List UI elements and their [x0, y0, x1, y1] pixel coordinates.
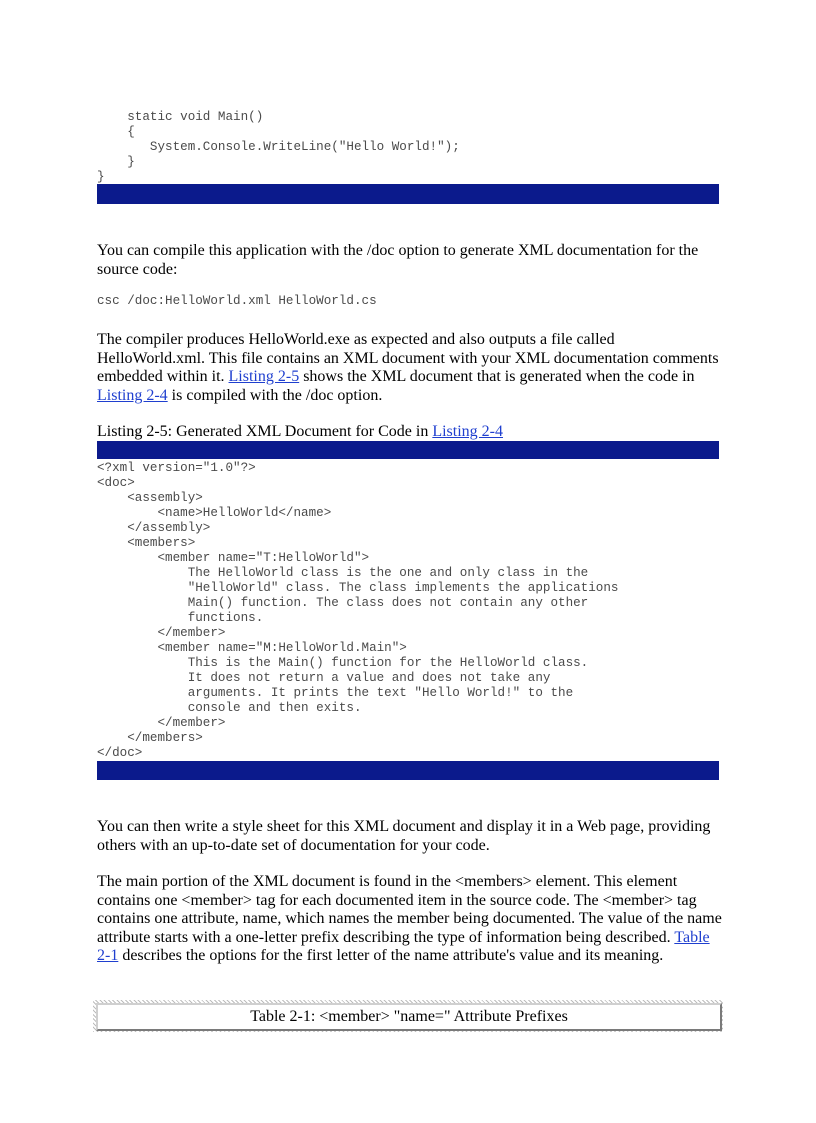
text-run: The main portion of the XML document is found in the <members> element. This element contains one <member> tag for each documented item in the source code. The <member> tag contains one attribute, name, which names the member being documented. The value of the name attribute starts with a one-letter prefix describing the type of information being described.: [97, 873, 722, 946]
table-caption: Table 2-1: <member> "name=" Attribute Prefixes: [250, 1008, 568, 1025]
link-listing-2-4[interactable]: Listing 2-4: [97, 386, 168, 404]
link-table-2-1[interactable]: Table 2-1: [97, 928, 710, 964]
caption-text: Listing 2-5: Generated XML Document for Code in: [97, 423, 433, 440]
text-run: shows the XML document that is generated when the code in: [299, 368, 695, 385]
paragraph-style-sheet: You can then write a style sheet for this XML document and display it in a Web page, providing others with an up-to-date set of documentation for your code.: [97, 818, 711, 854]
xml-listing: <?xml version="1.0"?> <doc> <assembly> <name>HelloWorld</name> </assembly> <members> <member name="T:HelloWorld"> The HelloWorld class is the one and only class in the "HelloWorld" class. The class implements the applications Main() function. The class does not contain any other functions. </member> <member name="M:HelloWorld.Main"> This is the Main() function for the HelloWorld class. It does not return a value and does not take any arguments. It prints the text "Hello World!" to the console and then exits. </member> </members> </doc>: [97, 461, 619, 760]
link-listing-2-4-caption[interactable]: Listing 2-4: [432, 423, 503, 440]
paragraph-compile-doc: You can compile this application with the /doc option to generate XML documentation for the source code:: [97, 242, 699, 278]
code-listing-2-4-tail: static void Main() { System.Console.WriteLine("Hello World!"); } }: [97, 110, 460, 184]
link-listing-2-5[interactable]: Listing 2-5: [228, 368, 300, 385]
paragraph-compiler-output: [97, 331, 722, 405]
table-2-1-header: [96, 1003, 722, 1031]
compile-command: csc /doc:HelloWorld.xml HelloWorld.cs: [97, 294, 377, 308]
listing-start-bar: [97, 441, 719, 459]
paragraph-members-element: [97, 873, 722, 966]
text-run: The compiler produces HelloWorld.exe as expected and also outputs a file called HelloWorld.xml. This file contains an XML document with your XML documentation comments embedded within it.: [97, 331, 719, 385]
text-run: describes the options for the first letter of the name attribute's value and its meaning.: [118, 947, 664, 964]
listing-end-bar: [97, 184, 719, 204]
text-run: is compiled with the /doc option.: [167, 386, 383, 404]
listing-end-bar-2: [97, 761, 719, 780]
listing-caption: [97, 423, 722, 442]
